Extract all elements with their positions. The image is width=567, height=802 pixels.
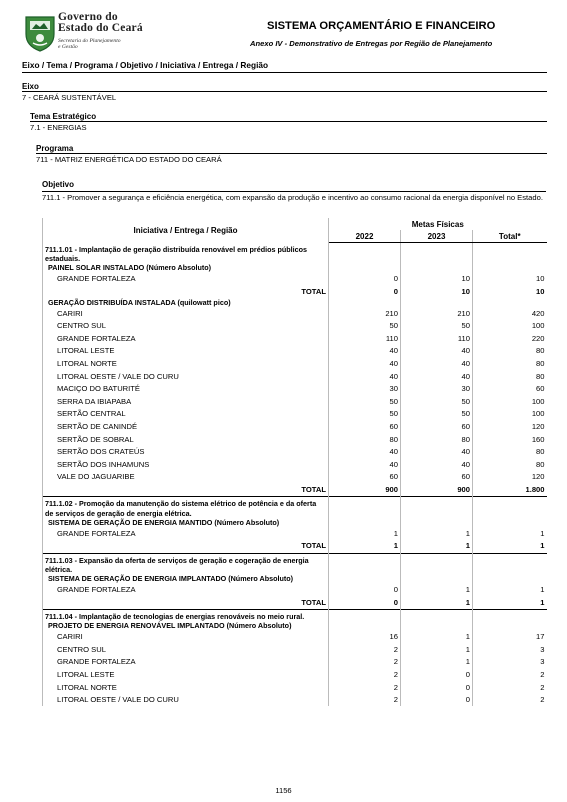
value-2023-cell: 60 xyxy=(401,421,473,434)
value-2022-cell: 110 xyxy=(329,333,401,346)
value-2022-cell: 50 xyxy=(329,320,401,333)
value-2022-cell: 50 xyxy=(329,395,401,408)
col-header-total: Total* xyxy=(473,230,547,243)
total-2022-cell: 900 xyxy=(329,484,401,497)
empty-cell xyxy=(329,610,401,622)
total-row xyxy=(43,285,547,298)
table-row xyxy=(43,345,547,358)
regiao-cell: GRANDE FORTALEZA xyxy=(43,584,329,597)
table-row xyxy=(43,681,547,694)
empty-cell xyxy=(401,518,473,527)
value-2023-cell: 40 xyxy=(401,446,473,459)
empty-cell xyxy=(401,263,473,272)
entrega-row xyxy=(43,298,547,307)
value-2022-cell: 40 xyxy=(329,370,401,383)
value-2023-cell: 210 xyxy=(401,307,473,320)
value-total-cell: 2 xyxy=(540,669,545,679)
value-2023-cell: 1 xyxy=(401,584,473,597)
value-2022-cell: 2 xyxy=(329,643,401,656)
empty-cell xyxy=(329,497,401,518)
metas-table-body xyxy=(43,243,547,707)
total-row xyxy=(43,596,547,609)
empty-cell xyxy=(329,263,401,272)
regiao-cell: CARIRI xyxy=(43,307,329,320)
value-2023-cell: 1 xyxy=(401,656,473,669)
value-2023-cell: 1 xyxy=(401,631,473,644)
table-row xyxy=(43,669,547,682)
regiao-cell: VALE DO JAGUARIBE xyxy=(43,471,329,484)
empty-cell xyxy=(329,574,401,583)
value-2023-cell: 1 xyxy=(401,527,473,540)
value-2023-cell: 40 xyxy=(401,358,473,371)
value-2022-cell: 40 xyxy=(329,345,401,358)
value-total-cell: 100 xyxy=(531,396,545,406)
col-header-2022: 2022 xyxy=(329,230,401,243)
value-2023-cell: 60 xyxy=(401,471,473,484)
regiao-cell: SERTÃO DE SOBRAL xyxy=(43,433,329,446)
value-2022-cell: 16 xyxy=(329,631,401,644)
value-total-cell: 220 xyxy=(531,333,545,343)
col-header-group: Metas Físicas xyxy=(411,219,464,229)
total-row xyxy=(43,484,547,497)
value-2023-cell: 110 xyxy=(401,333,473,346)
table-row xyxy=(43,383,547,396)
value-2022-cell: 40 xyxy=(329,358,401,371)
entrega-title: GERAÇÃO DISTRIBUÍDA INSTALADA (quilowatt pico) xyxy=(43,298,329,307)
total-label: TOTAL xyxy=(43,596,329,609)
government-logo xyxy=(22,12,157,56)
value-total-cell: 120 xyxy=(531,421,545,431)
total-total-cell: 1.800 xyxy=(525,484,545,494)
value-total-cell: 10 xyxy=(536,274,545,284)
regiao-cell: SERTÃO DOS INHAMUNS xyxy=(43,458,329,471)
empty-cell xyxy=(329,243,401,264)
empty-cell xyxy=(401,497,473,518)
total-2023-cell: 1 xyxy=(401,596,473,609)
value-total-cell: 80 xyxy=(536,459,545,469)
regiao-cell: GRANDE FORTALEZA xyxy=(43,656,329,669)
iniciativa-title: 711.1.03 - Expansão da oferta de serviços de geração e cogeração de energia elétrica. xyxy=(43,553,329,574)
empty-cell xyxy=(329,298,401,307)
programa-label: Programa xyxy=(36,144,74,153)
table-row xyxy=(43,643,547,656)
regiao-cell: SERTÃO DOS CRATEÚS xyxy=(43,446,329,459)
empty-cell xyxy=(473,263,547,272)
empty-cell xyxy=(473,574,547,583)
table-row xyxy=(43,631,547,644)
value-total-cell: 2 xyxy=(540,682,545,692)
value-2022-cell: 80 xyxy=(329,433,401,446)
table-row xyxy=(43,527,547,540)
iniciativa-row xyxy=(43,497,547,518)
value-2023-cell: 40 xyxy=(401,458,473,471)
entrega-row xyxy=(43,518,547,527)
empty-cell xyxy=(473,497,547,518)
table-row xyxy=(43,273,547,286)
regiao-cell: CARIRI xyxy=(43,631,329,644)
table-row xyxy=(43,307,547,320)
iniciativa-title: 711.1.02 - Promoção da manutenção do sistema elétrico de potência e da oferta de serviços de geração de energia elétrica. xyxy=(43,497,329,518)
value-total-cell: 80 xyxy=(536,346,545,356)
empty-cell xyxy=(473,243,547,264)
value-total-cell: 3 xyxy=(540,657,545,667)
total-label: TOTAL xyxy=(43,285,329,298)
table-row xyxy=(43,446,547,459)
table-row xyxy=(43,433,547,446)
table-row xyxy=(43,370,547,383)
value-2023-cell: 0 xyxy=(401,694,473,707)
value-total-cell: 100 xyxy=(531,409,545,419)
value-total-cell: 420 xyxy=(531,308,545,318)
value-2023-cell: 10 xyxy=(401,273,473,286)
value-2023-cell: 50 xyxy=(401,408,473,421)
table-row xyxy=(43,471,547,484)
iniciativa-row xyxy=(43,610,547,622)
empty-cell xyxy=(329,518,401,527)
table-row xyxy=(43,358,547,371)
total-2022-cell: 0 xyxy=(329,596,401,609)
value-total-cell: 17 xyxy=(536,632,545,642)
total-2022-cell: 0 xyxy=(329,285,401,298)
value-2023-cell: 50 xyxy=(401,395,473,408)
value-2023-cell: 30 xyxy=(401,383,473,396)
empty-cell xyxy=(401,621,473,630)
empty-cell xyxy=(473,518,547,527)
value-2023-cell: 0 xyxy=(401,669,473,682)
iniciativa-title: 711.1.04 - Implantação de tecnologias de energias renováveis no meio rural. xyxy=(43,610,329,622)
value-2022-cell: 60 xyxy=(329,421,401,434)
value-2023-cell: 50 xyxy=(401,320,473,333)
gov-name-line2: Estado do Ceará xyxy=(58,22,143,34)
value-2022-cell: 40 xyxy=(329,458,401,471)
empty-cell xyxy=(401,610,473,622)
value-2022-cell: 2 xyxy=(329,669,401,682)
regiao-cell: LITORAL NORTE xyxy=(43,358,329,371)
regiao-cell: LITORAL OESTE / VALE DO CURU xyxy=(43,694,329,707)
metas-table xyxy=(42,218,547,706)
value-total-cell: 1 xyxy=(540,528,545,538)
value-2022-cell: 50 xyxy=(329,408,401,421)
iniciativa-row xyxy=(43,553,547,574)
eixo-label: Eixo xyxy=(22,82,39,91)
value-total-cell: 1 xyxy=(540,585,545,595)
table-row xyxy=(43,408,547,421)
regiao-cell: LITORAL LESTE xyxy=(43,669,329,682)
empty-cell xyxy=(473,621,547,630)
objetivo-label: Objetivo xyxy=(42,180,75,189)
table-row xyxy=(43,421,547,434)
report-subtitle: Anexo IV - Demonstrativo de Entregas por Região de Planejamento xyxy=(250,39,493,48)
empty-cell xyxy=(401,553,473,574)
regiao-cell: LITORAL OESTE / VALE DO CURU xyxy=(43,370,329,383)
entrega-title: PAINEL SOLAR INSTALADO (Número Absoluto) xyxy=(43,263,329,272)
total-2023-cell: 1 xyxy=(401,540,473,553)
total-label: TOTAL xyxy=(43,484,329,497)
table-row xyxy=(43,320,547,333)
page-number: 1156 xyxy=(275,786,292,795)
empty-cell xyxy=(473,298,547,307)
objetivo-value: 711.1 - Promover a segurança e eficiência energética, com expansão da produção e incentivo ao consumo racional da energia disponível no Estado. xyxy=(42,191,546,203)
regiao-cell: GRANDE FORTALEZA xyxy=(43,527,329,540)
value-2022-cell: 0 xyxy=(329,584,401,597)
entrega-title: PROJETO DE ENERGIA RENOVÁVEL IMPLANTADO (Número Absoluto) xyxy=(43,621,329,630)
regiao-cell: CENTRO SUL xyxy=(43,643,329,656)
value-2023-cell: 40 xyxy=(401,345,473,358)
value-2022-cell: 1 xyxy=(329,527,401,540)
table-row xyxy=(43,584,547,597)
page-header xyxy=(22,12,547,56)
regiao-cell: MACIÇO DO BATURITÉ xyxy=(43,383,329,396)
value-2023-cell: 80 xyxy=(401,433,473,446)
empty-cell xyxy=(329,621,401,630)
regiao-cell: SERTÃO CENTRAL xyxy=(43,408,329,421)
government-name xyxy=(58,12,143,34)
col-header-main: Iniciativa / Entrega / Região xyxy=(43,218,329,243)
entrega-title: SISTEMA DE GERAÇÃO DE ENERGIA MANTIDO (Número Absoluto) xyxy=(43,518,329,527)
coat-of-arms-icon xyxy=(24,14,56,52)
regiao-cell: SERRA DA IBIAPABA xyxy=(43,395,329,408)
table-row xyxy=(43,333,547,346)
secretariat-name xyxy=(58,38,121,50)
empty-cell xyxy=(473,610,547,622)
entrega-title: SISTEMA DE GERAÇÃO DE ENERGIA IMPLANTADO (Número Absoluto) xyxy=(43,574,329,583)
eixo-value: 7 - CEARÁ SUSTENTÁVEL xyxy=(22,91,547,102)
value-2023-cell: 0 xyxy=(401,681,473,694)
total-row xyxy=(43,540,547,553)
total-total-cell: 1 xyxy=(540,541,545,551)
iniciativa-title: 711.1.01 - Implantação de geração distribuída renovável em prédios públicos estaduais. xyxy=(43,243,329,264)
table-row xyxy=(43,656,547,669)
regiao-cell: GRANDE FORTALEZA xyxy=(43,273,329,286)
regiao-cell: LITORAL NORTE xyxy=(43,681,329,694)
entrega-row xyxy=(43,621,547,630)
entrega-row xyxy=(43,574,547,583)
tema-label: Tema Estratégico xyxy=(30,112,97,121)
value-2022-cell: 40 xyxy=(329,446,401,459)
value-2022-cell: 210 xyxy=(329,307,401,320)
regiao-cell: GRANDE FORTALEZA xyxy=(43,333,329,346)
total-2022-cell: 1 xyxy=(329,540,401,553)
total-2023-cell: 900 xyxy=(401,484,473,497)
value-2022-cell: 30 xyxy=(329,383,401,396)
entrega-row xyxy=(43,263,547,272)
value-2023-cell: 40 xyxy=(401,370,473,383)
secretariat-line1: Secretaria do Planejamento xyxy=(58,38,121,44)
iniciativa-row xyxy=(43,243,547,264)
empty-cell xyxy=(401,574,473,583)
value-total-cell: 80 xyxy=(536,447,545,457)
value-2023-cell: 1 xyxy=(401,643,473,656)
value-total-cell: 80 xyxy=(536,371,545,381)
breadcrumb: Eixo / Tema / Programa / Objetivo / Iniciativa / Entrega / Região xyxy=(22,60,547,73)
total-total-cell: 10 xyxy=(536,286,545,296)
value-total-cell: 80 xyxy=(536,358,545,368)
value-total-cell: 160 xyxy=(531,434,545,444)
table-row xyxy=(43,694,547,707)
total-2023-cell: 10 xyxy=(401,285,473,298)
tema-value: 7.1 - ENERGIAS xyxy=(30,121,547,132)
regiao-cell: CENTRO SUL xyxy=(43,320,329,333)
value-2022-cell: 0 xyxy=(329,273,401,286)
value-2022-cell: 2 xyxy=(329,656,401,669)
value-2022-cell: 2 xyxy=(329,694,401,707)
programa-value: 711 - MATRIZ ENERGÉTICA DO ESTADO DO CEARÁ xyxy=(36,153,547,164)
regiao-cell: SERTÃO DE CANINDÉ xyxy=(43,421,329,434)
value-2022-cell: 2 xyxy=(329,681,401,694)
table-row xyxy=(43,458,547,471)
empty-cell xyxy=(401,298,473,307)
total-total-cell: 1 xyxy=(540,597,545,607)
secretariat-line2: e Gestão xyxy=(58,44,78,50)
value-total-cell: 100 xyxy=(531,321,545,331)
regiao-cell: LITORAL LESTE xyxy=(43,345,329,358)
col-header-2023: 2023 xyxy=(401,230,473,243)
value-2022-cell: 60 xyxy=(329,471,401,484)
value-total-cell: 120 xyxy=(531,472,545,482)
empty-cell xyxy=(473,553,547,574)
table-row xyxy=(43,395,547,408)
value-total-cell: 3 xyxy=(540,644,545,654)
system-title: SISTEMA ORÇAMENTÁRIO E FINANCEIRO xyxy=(267,20,496,32)
total-label: TOTAL xyxy=(43,540,329,553)
gov-name-line1: Governo do xyxy=(58,11,118,23)
empty-cell xyxy=(401,243,473,264)
empty-cell xyxy=(329,553,401,574)
value-total-cell: 60 xyxy=(536,384,545,394)
value-total-cell: 2 xyxy=(540,695,545,705)
